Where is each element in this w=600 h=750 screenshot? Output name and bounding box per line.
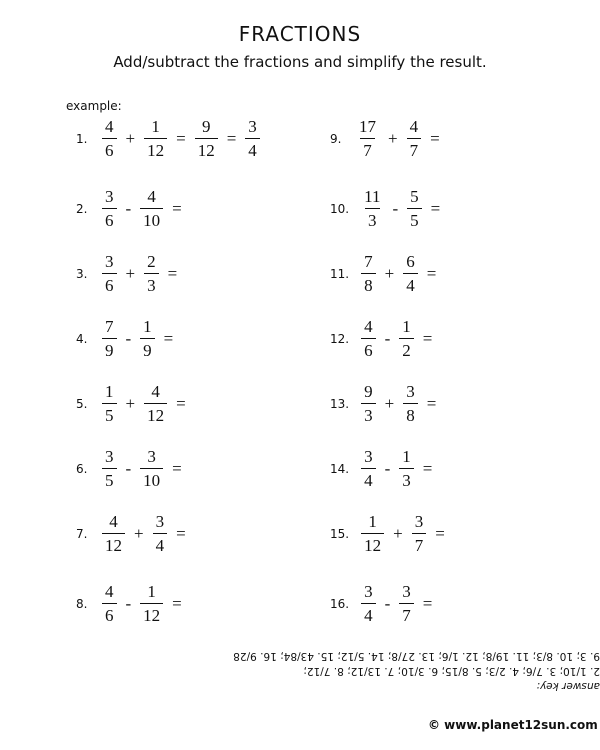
fraction-b-denominator: 10 bbox=[140, 208, 163, 229]
problem-10 bbox=[330, 188, 440, 229]
problem-number: 2. bbox=[76, 201, 88, 216]
fraction-b-denominator: 7 bbox=[407, 138, 422, 159]
operator: - bbox=[125, 593, 132, 613]
fraction-b-numerator: 1 bbox=[402, 447, 411, 466]
fraction-b bbox=[144, 118, 167, 159]
fraction-a bbox=[102, 118, 117, 159]
fraction-a bbox=[102, 383, 117, 424]
fraction-b-denominator: 12 bbox=[144, 403, 167, 424]
equals-sign: = bbox=[172, 458, 182, 478]
operator: + bbox=[125, 393, 136, 413]
fraction-a bbox=[102, 448, 117, 489]
copyright-footer: © www.planet12sun.com bbox=[428, 718, 598, 732]
operator: + bbox=[388, 128, 398, 148]
fraction-a-denominator: 8 bbox=[361, 273, 376, 294]
operator: + bbox=[125, 263, 136, 283]
fraction-a-numerator: 1 bbox=[368, 512, 377, 531]
instruction-text: Add/subtract the fractions and simplify the result. bbox=[113, 53, 487, 71]
operator: - bbox=[384, 458, 391, 478]
operator: + bbox=[125, 128, 136, 148]
fraction-b-numerator: 4 bbox=[409, 117, 419, 136]
fraction-a-numerator: 17 bbox=[359, 117, 376, 136]
problem-number: 5. bbox=[76, 396, 88, 411]
fraction-a-denominator: 6 bbox=[102, 208, 117, 229]
fraction-b bbox=[140, 583, 163, 624]
fraction-a bbox=[361, 583, 376, 624]
operator: + bbox=[384, 263, 395, 283]
fraction-b-denominator: 5 bbox=[407, 208, 422, 229]
problem-15 bbox=[330, 513, 445, 554]
fraction-b-denominator: 7 bbox=[399, 603, 414, 624]
fraction-a bbox=[102, 188, 117, 229]
fraction-a-denominator: 3 bbox=[365, 208, 380, 229]
fraction-a bbox=[361, 188, 383, 229]
fraction-b-numerator: 3 bbox=[147, 447, 156, 466]
problem-14 bbox=[330, 448, 432, 489]
operator: + bbox=[393, 523, 403, 543]
operator: + bbox=[134, 523, 144, 543]
problem-number: 16. bbox=[330, 596, 350, 611]
fraction-a bbox=[102, 583, 117, 624]
fraction-b bbox=[144, 253, 159, 294]
fraction-b-denominator: 3 bbox=[399, 468, 414, 489]
fraction-a bbox=[361, 448, 376, 489]
equals-sign-2: = bbox=[226, 128, 237, 148]
fraction-b-denominator: 12 bbox=[140, 603, 163, 624]
fraction-a-numerator: 3 bbox=[105, 447, 114, 466]
problem-1 bbox=[76, 118, 260, 159]
fraction-a-numerator: 3 bbox=[105, 187, 114, 206]
answer-key-line-2: 9. 3; 10. 8/3; 11. 19/8; 12. 1/6; 13. 27/8; 14. 5/12; 15. 43/84; 16. 9/28 bbox=[233, 650, 600, 662]
fraction-a-denominator: 5 bbox=[102, 468, 117, 489]
problem-16 bbox=[330, 583, 432, 624]
problem-8 bbox=[76, 583, 182, 624]
fraction-a bbox=[102, 253, 117, 294]
equals-sign: = bbox=[422, 328, 433, 348]
fraction-b bbox=[403, 383, 418, 424]
fraction-b-numerator: 4 bbox=[151, 382, 160, 401]
problem-number: 14. bbox=[330, 461, 350, 476]
example-label: example: bbox=[66, 99, 122, 113]
equals-sign: = bbox=[167, 263, 178, 283]
fraction-a-numerator: 7 bbox=[364, 252, 373, 271]
fraction-simplified bbox=[245, 118, 260, 159]
fraction-b-numerator: 3 bbox=[155, 512, 165, 531]
fraction-a-numerator: 9 bbox=[364, 382, 373, 401]
problem-6 bbox=[76, 448, 182, 489]
fraction-a-numerator: 3 bbox=[364, 582, 373, 601]
equals-sign: = bbox=[422, 593, 433, 613]
fraction-a-numerator: 3 bbox=[364, 447, 373, 466]
fraction-a-denominator: 12 bbox=[361, 533, 384, 554]
fraction-a-denominator: 12 bbox=[102, 533, 125, 554]
fraction-a-denominator: 5 bbox=[102, 403, 117, 424]
equals-sign: = bbox=[422, 458, 433, 478]
fraction-a-denominator: 6 bbox=[361, 338, 376, 359]
fraction-a-denominator: 9 bbox=[102, 338, 117, 359]
operator: + bbox=[384, 393, 395, 413]
fraction-b-numerator: 1 bbox=[402, 317, 411, 336]
fraction-a bbox=[102, 513, 125, 554]
fraction-b-denominator: 7 bbox=[412, 533, 427, 554]
fraction-a-numerator: 7 bbox=[105, 317, 114, 336]
answer-key bbox=[230, 648, 600, 693]
equals-sign: = bbox=[426, 263, 437, 283]
fraction-a-numerator: 4 bbox=[105, 117, 114, 136]
problem-number: 8. bbox=[76, 596, 88, 611]
problem-number: 7. bbox=[76, 526, 88, 541]
problem-number: 10. bbox=[330, 201, 350, 216]
fraction-a-denominator: 6 bbox=[102, 138, 117, 159]
equals-sign: = bbox=[430, 128, 440, 148]
problem-12 bbox=[330, 318, 432, 359]
fraction-a-numerator: 4 bbox=[364, 317, 373, 336]
equals-sign: = bbox=[430, 198, 441, 218]
fraction-b-numerator: 1 bbox=[147, 582, 156, 601]
fraction-b bbox=[399, 318, 414, 359]
fraction-b bbox=[399, 448, 414, 489]
fraction-a-denominator: 4 bbox=[361, 468, 376, 489]
fraction-a bbox=[361, 513, 384, 554]
problem-13 bbox=[330, 383, 436, 424]
fraction-a-numerator: 11 bbox=[364, 187, 381, 206]
fraction-simplified-denominator: 4 bbox=[245, 138, 260, 159]
operator: - bbox=[384, 593, 391, 613]
equals-sign: = bbox=[176, 128, 186, 148]
fraction-a-denominator: 6 bbox=[102, 273, 117, 294]
operator: - bbox=[392, 198, 399, 218]
fraction-b-numerator: 4 bbox=[147, 187, 156, 206]
fraction-b bbox=[407, 188, 422, 229]
fraction-b-denominator: 8 bbox=[403, 403, 418, 424]
fraction-a-denominator: 3 bbox=[361, 403, 376, 424]
fraction-b-numerator: 2 bbox=[147, 252, 156, 271]
problem-9 bbox=[330, 118, 440, 159]
problem-7 bbox=[76, 513, 186, 554]
fraction-a-numerator: 4 bbox=[105, 582, 114, 601]
operator: - bbox=[125, 328, 132, 348]
equals-sign: = bbox=[163, 328, 174, 348]
fraction-b bbox=[153, 513, 168, 554]
fraction-simplified-numerator: 3 bbox=[248, 117, 257, 136]
fraction-a-denominator: 6 bbox=[102, 603, 117, 624]
fraction-b-denominator: 2 bbox=[399, 338, 414, 359]
equals-sign: = bbox=[172, 198, 182, 218]
problem-number: 11. bbox=[330, 266, 350, 281]
fraction-b-numerator: 3 bbox=[402, 582, 411, 601]
fraction-b bbox=[140, 448, 163, 489]
equals-sign: = bbox=[176, 523, 186, 543]
problem-4 bbox=[76, 318, 173, 359]
fraction-result bbox=[195, 118, 218, 159]
page-title: FRACTIONS bbox=[238, 22, 362, 46]
equals-sign: = bbox=[435, 523, 445, 543]
fraction-a bbox=[102, 318, 117, 359]
fraction-a bbox=[361, 383, 376, 424]
equals-sign: = bbox=[426, 393, 437, 413]
problem-number: 15. bbox=[330, 526, 350, 541]
fraction-b-numerator: 3 bbox=[414, 512, 424, 531]
operator: - bbox=[384, 328, 391, 348]
fraction-a-numerator: 4 bbox=[109, 512, 118, 531]
fraction-result-denominator: 12 bbox=[195, 138, 218, 159]
fraction-a bbox=[356, 118, 379, 159]
equals-sign: = bbox=[172, 593, 182, 613]
fraction-b-denominator: 3 bbox=[144, 273, 159, 294]
problem-number: 4. bbox=[76, 331, 88, 346]
fraction-b-numerator: 1 bbox=[151, 117, 160, 136]
fraction-a-denominator: 7 bbox=[360, 138, 375, 159]
fraction-a-denominator: 4 bbox=[361, 603, 376, 624]
fraction-b-denominator: 9 bbox=[140, 338, 155, 359]
fraction-b bbox=[144, 383, 167, 424]
problem-number: 9. bbox=[330, 131, 342, 146]
problem-11 bbox=[330, 253, 436, 294]
operator: - bbox=[125, 458, 132, 478]
fraction-b-numerator: 1 bbox=[143, 317, 152, 336]
fraction-b bbox=[140, 318, 155, 359]
fraction-b-denominator: 10 bbox=[140, 468, 163, 489]
problem-number: 3. bbox=[76, 266, 88, 281]
equals-sign: = bbox=[176, 393, 186, 413]
fraction-b-numerator: 3 bbox=[406, 382, 415, 401]
fraction-b bbox=[407, 118, 422, 159]
answer-key-label: answer key: bbox=[536, 680, 600, 692]
problem-number: 1. bbox=[76, 131, 88, 146]
problem-2 bbox=[76, 188, 182, 229]
fraction-b-denominator: 4 bbox=[153, 533, 168, 554]
fraction-b bbox=[399, 583, 414, 624]
fraction-b-numerator: 6 bbox=[406, 252, 415, 271]
fraction-a-numerator: 3 bbox=[105, 252, 114, 271]
problem-number: 12. bbox=[330, 331, 350, 346]
fraction-a-numerator: 1 bbox=[105, 382, 114, 401]
answer-key-line-1: 2. 1/10; 3. 7/6; 4. 2/3; 5. 8/15; 6. 3/10; 7. 13/12; 8. 7/12; bbox=[303, 665, 600, 677]
fraction-b bbox=[403, 253, 418, 294]
problem-3 bbox=[76, 253, 177, 294]
problem-5 bbox=[76, 383, 186, 424]
fraction-b bbox=[140, 188, 163, 229]
fraction-a bbox=[361, 318, 376, 359]
problem-number: 6. bbox=[76, 461, 88, 476]
operator: - bbox=[125, 198, 132, 218]
fraction-a bbox=[361, 253, 376, 294]
fraction-b-numerator: 5 bbox=[410, 187, 419, 206]
fraction-result-numerator: 9 bbox=[201, 117, 211, 136]
fraction-b bbox=[412, 513, 427, 554]
problem-number: 13. bbox=[330, 396, 350, 411]
fraction-b-denominator: 4 bbox=[403, 273, 418, 294]
fraction-b-denominator: 12 bbox=[144, 138, 167, 159]
